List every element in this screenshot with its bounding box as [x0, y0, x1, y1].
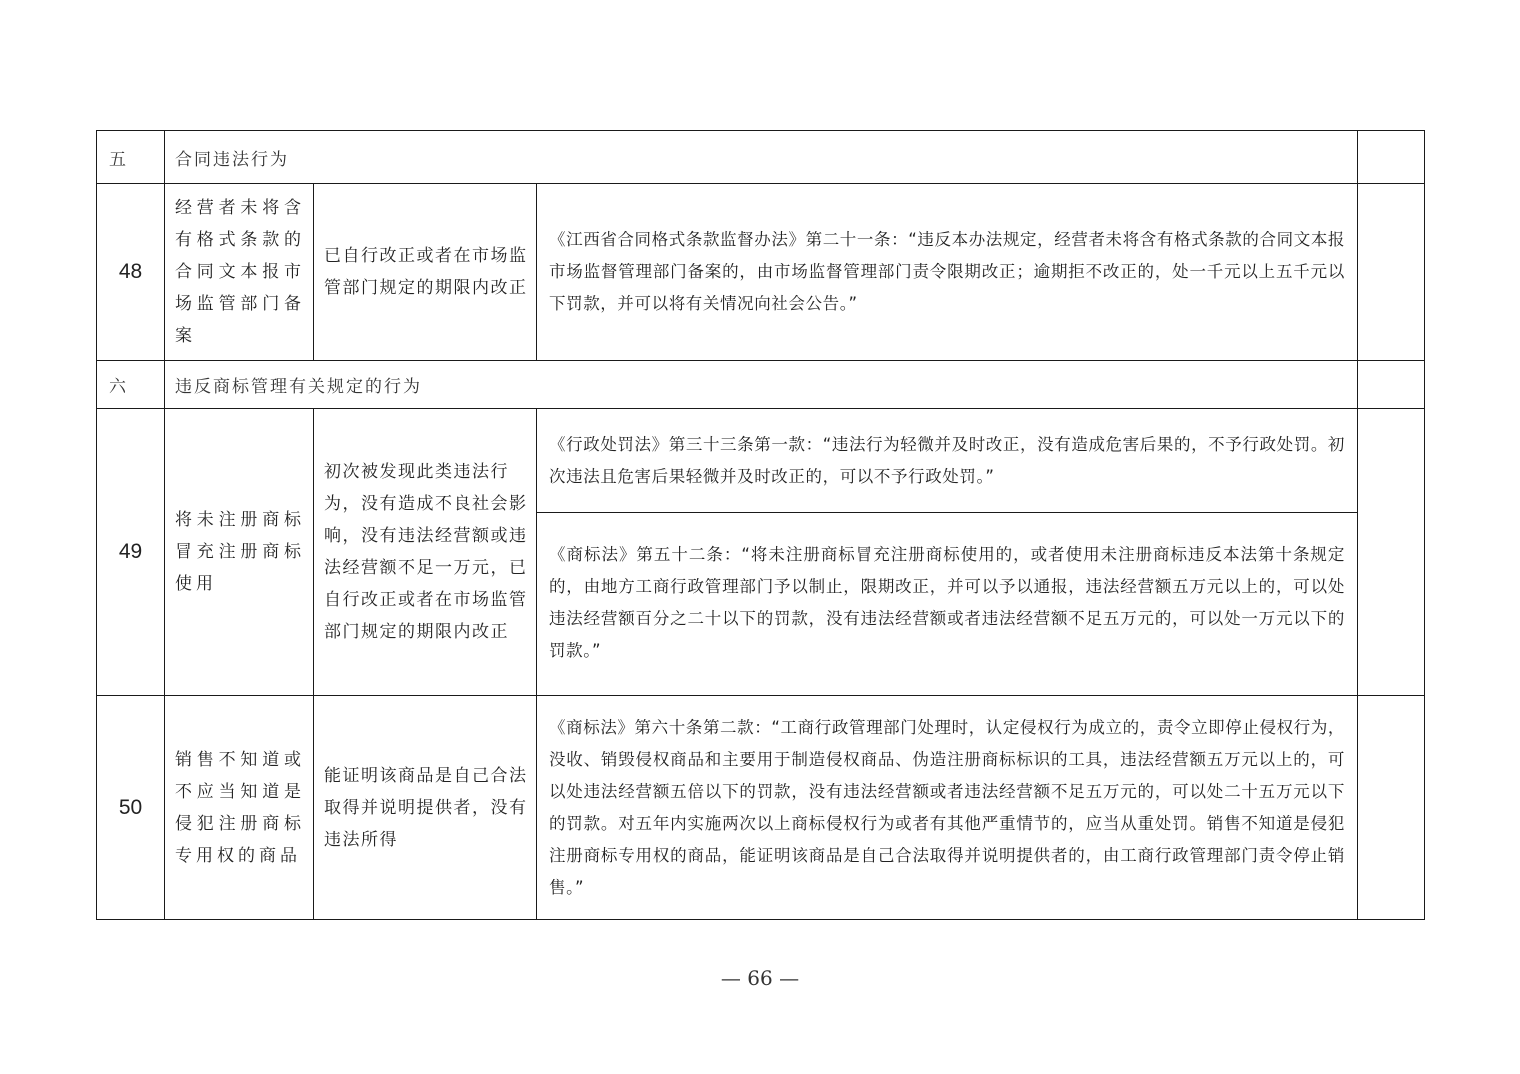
violation-item: 经营者未将含有格式条款的合同文本报市场监管部门备案 [165, 184, 314, 361]
exemption-condition: 能证明该商品是自己合法取得并说明提供者，没有违法所得 [314, 696, 537, 920]
page-number: — 66 — [720, 966, 800, 990]
exemption-condition: 初次被发现此类违法行为，没有造成不良社会影响，没有违法经营额或违法经营额不足一万元，已自行改正或者在市场监管部门规定的期限内改正 [314, 409, 537, 696]
legal-basis-text: 《商标法》第五十二条：“将未注册商标冒充注册商标使用的，或者使用未注册商标违反本法第十条规定的，由地方工商行政管理部门予以制止，限期改正，并可以予以通报，违法经营额五万元以上的，可以处违法经营额百分之二十以下的罚款，没有违法经营额或者违法经营额不足五万元的，可以处一万元以下的罚款。” [549, 545, 1346, 660]
exemption-condition: 已自行改正或者在市场监管部门规定的期限内改正 [314, 184, 537, 361]
legal-basis-text: 《行政处罚法》第三十三条第一款：“违法行为轻微并及时改正，没有造成危害后果的，不予行政处罚。初次违法且危害后果轻微并及时改正的，可以不予行政处罚。” [549, 434, 1346, 486]
section-row-five [97, 131, 1425, 184]
table-row [97, 409, 1425, 696]
row-number: 48 [97, 184, 165, 361]
violation-item: 将未注册商标冒充注册商标使用 [165, 409, 314, 696]
section-row-six [97, 361, 1425, 409]
table-row [97, 184, 1425, 361]
legal-basis [537, 409, 1358, 696]
row-number: 49 [97, 409, 165, 696]
remarks-cell [1358, 409, 1425, 696]
violation-item: 销售不知道或不应当知道是侵犯注册商标专用权的商品 [165, 696, 314, 920]
row-number: 50 [97, 696, 165, 920]
remarks-cell [1358, 361, 1425, 409]
penalty-exemption-table [96, 130, 1425, 920]
section-number: 六 [97, 361, 165, 409]
legal-basis-trademark-law [537, 513, 1357, 693]
section-title: 合同违法行为 [165, 131, 1358, 184]
remarks-cell [1358, 184, 1425, 361]
section-number: 五 [97, 131, 165, 184]
table-row [97, 696, 1425, 920]
remarks-cell [1358, 131, 1425, 184]
remarks-cell [1358, 696, 1425, 920]
section-title: 违反商标管理有关规定的行为 [165, 361, 1358, 409]
legal-basis-admin-penalty-law [537, 409, 1357, 513]
legal-basis: 《商标法》第六十条第二款：“工商行政管理部门处理时，认定侵权行为成立的，责令立即停止侵权行为，没收、销毁侵权商品和主要用于制造侵权商品、伪造注册商标标识的工具，违法经营额五万元以上的，可以处违法经营额五倍以下的罚款，没有违法经营额或者违法经营额不足五万元的，可以处二十五万元以下的罚款。对五年内实施两次以上商标侵权行为或者有其他严重情节的，应当从重处罚。销售不知道是侵犯注册商标专用权的商品，能证明该商品是自己合法取得并说明提供者的，由工商行政管理部门责令停止销售。” [537, 696, 1358, 920]
legal-basis: 《江西省合同格式条款监督办法》第二十一条：“违反本办法规定，经营者未将含有格式条款的合同文本报市场监督管理部门备案的，由市场监督管理部门责令限期改正；逾期拒不改正的，处一千元以上五千元以下罚款，并可以将有关情况向社会公告。” [537, 184, 1358, 361]
